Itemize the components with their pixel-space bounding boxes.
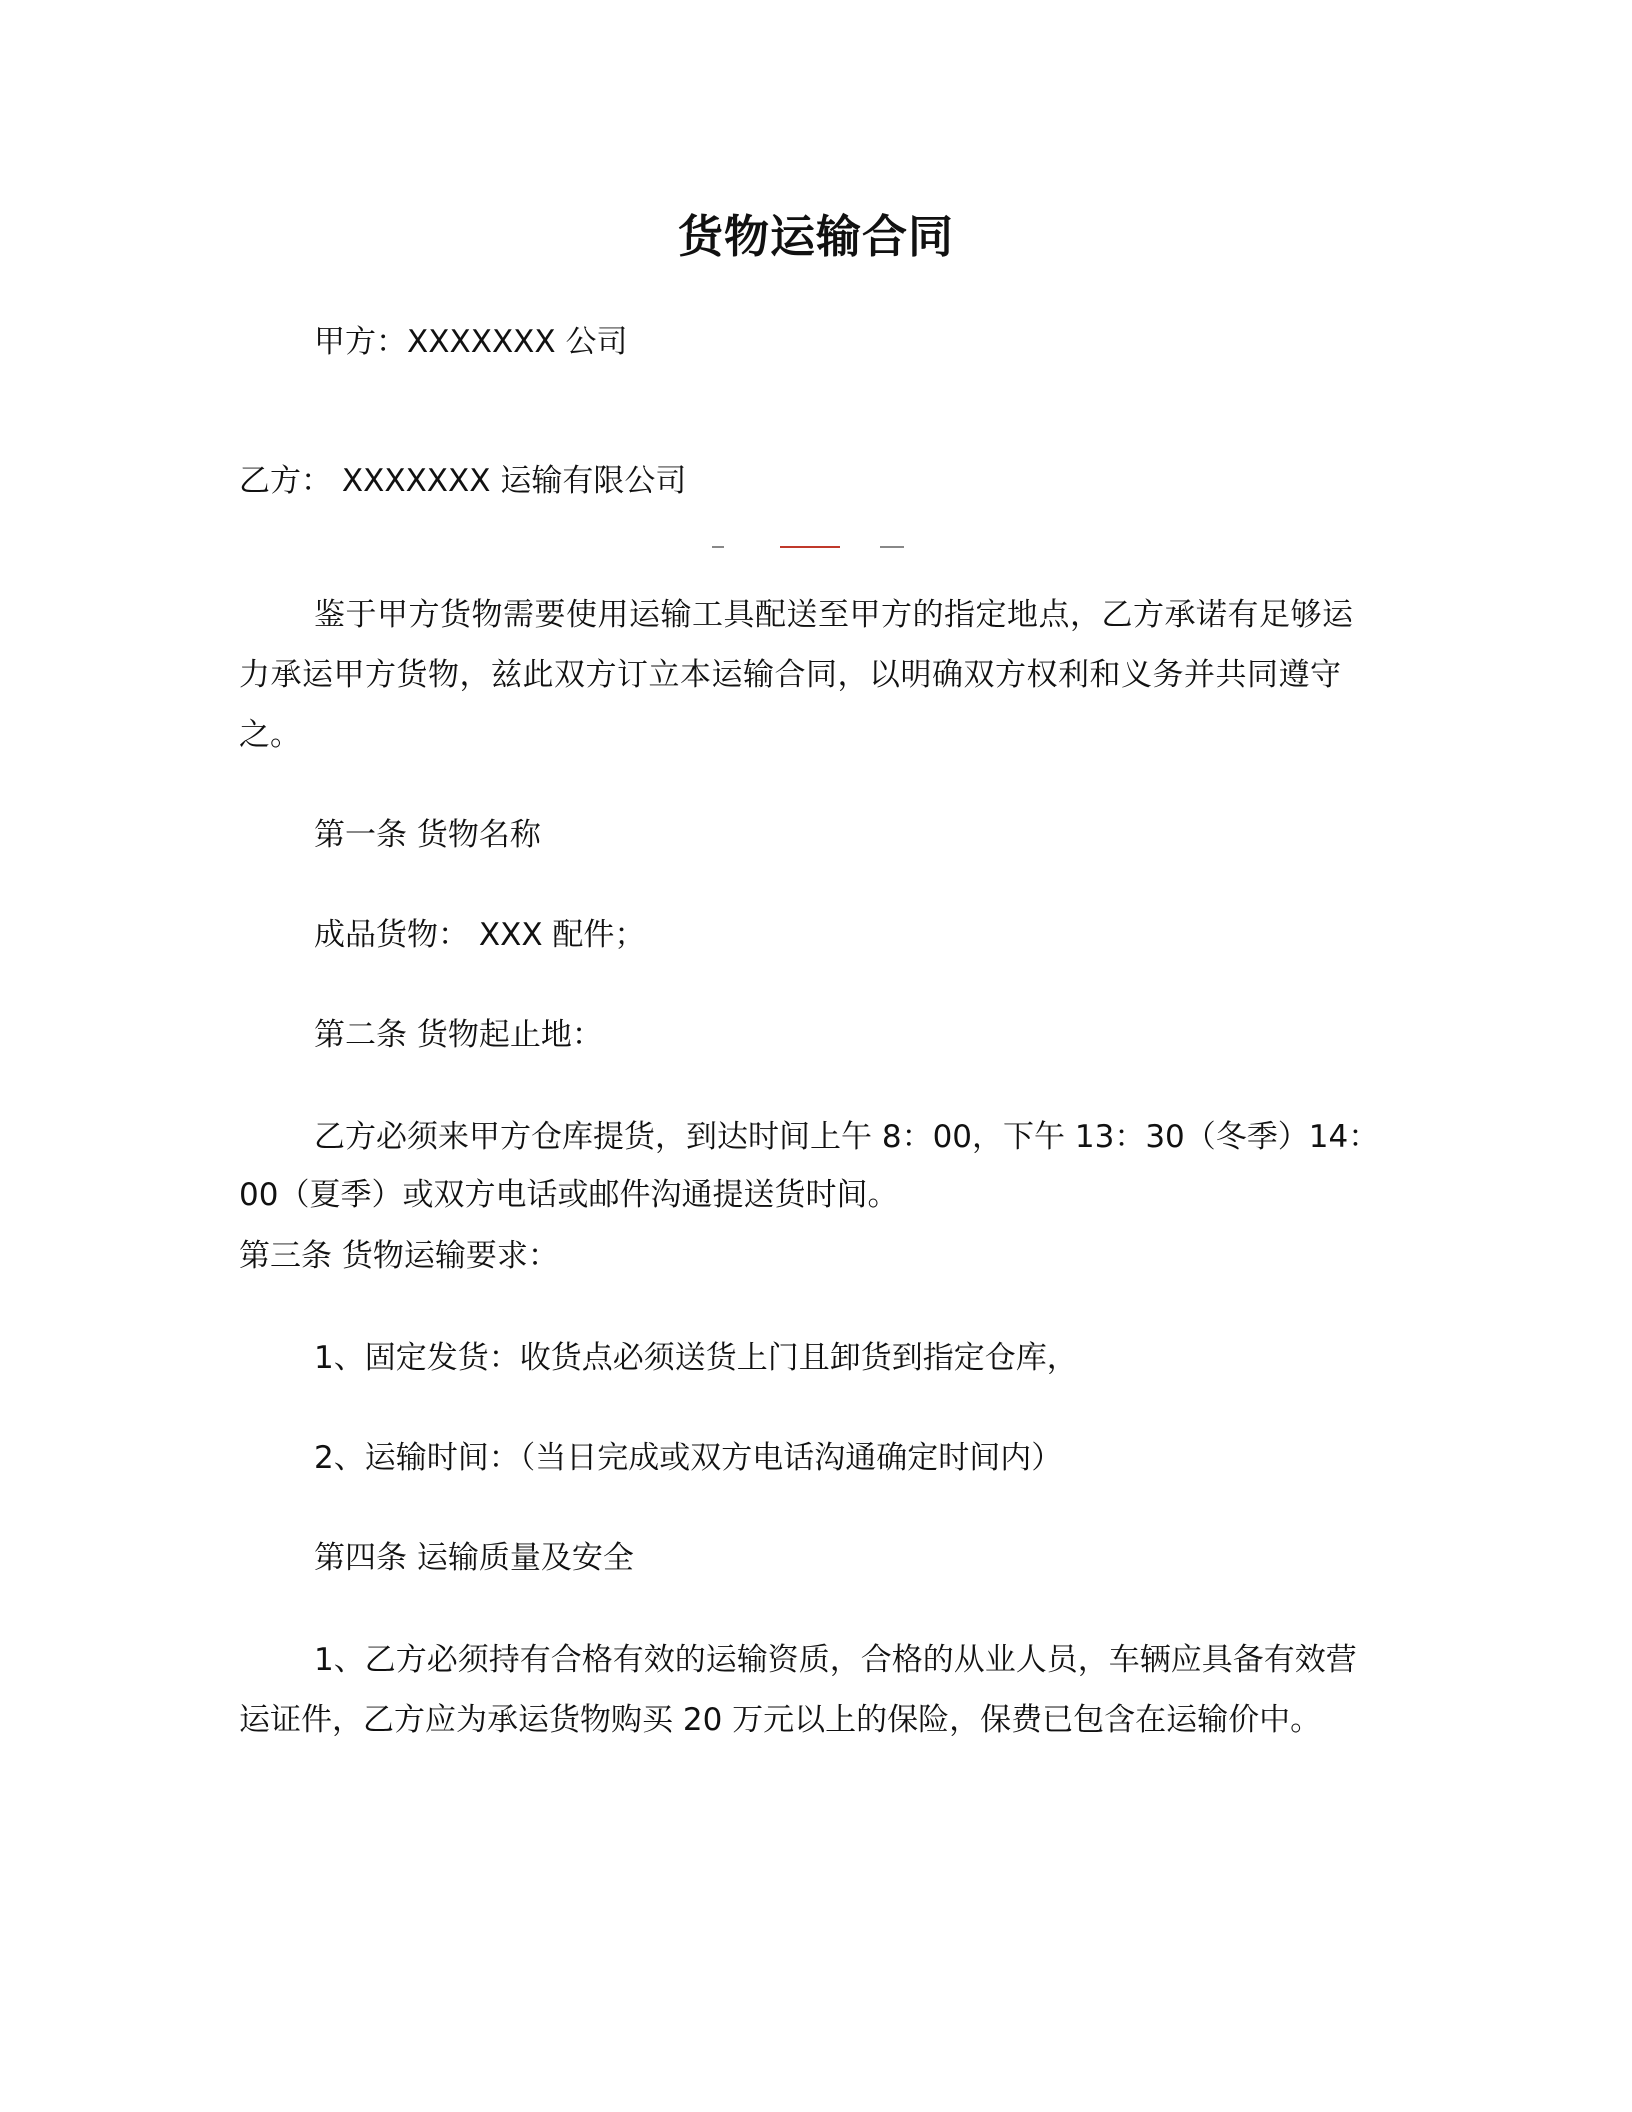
- artifact-mark: [880, 546, 904, 548]
- article1-heading: 第一条 货物名称: [314, 817, 541, 853]
- artifact-mark: [780, 546, 840, 548]
- article1-item: 成品货物： XXX 配件；: [314, 917, 646, 953]
- article2-heading: 第二条 货物起止地：: [314, 1017, 603, 1053]
- article3-item: 1、固定发货：收货点必须送货上门且卸货到指定仓库，: [314, 1340, 1078, 1376]
- preamble-line: 鉴于甲方货物需要使用运输工具配送至甲方的指定地点，乙方承诺有足够运: [314, 597, 1354, 633]
- article4-item-line: 运证件，乙方应为承运货物购买 20 万元以上的保险，保费已包含在运输价中。: [239, 1702, 1322, 1738]
- article2-line: 乙方必须来甲方仓库提货，到达时间上午 8：00，下午 13：30（冬季）14：: [314, 1119, 1380, 1155]
- preamble-line: 之。: [239, 717, 301, 753]
- article4-item-line: 1、乙方必须持有合格有效的运输资质，合格的从业人员，车辆应具备有效营: [314, 1642, 1357, 1678]
- party-a-line: 甲方：XXXXXXX 公司: [314, 324, 628, 360]
- article3-item: 2、运输时间：（当日完成或双方电话沟通确定时间内）: [314, 1440, 1063, 1476]
- preamble-line: 力承运甲方货物，兹此双方订立本运输合同，以明确双方权利和义务并共同遵守: [239, 657, 1342, 693]
- article3-heading: 第三条 货物运输要求：: [239, 1238, 559, 1274]
- party-b-line: 乙方： XXXXXXX 运输有限公司: [239, 463, 687, 499]
- scan-artifact-marks: [712, 546, 912, 549]
- artifact-mark: [712, 546, 724, 548]
- document-title: 货物运输合同: [677, 210, 954, 263]
- article4-heading: 第四条 运输质量及安全: [314, 1540, 634, 1576]
- article2-line: 00（夏季）或双方电话或邮件沟通提送货时间。: [239, 1177, 899, 1213]
